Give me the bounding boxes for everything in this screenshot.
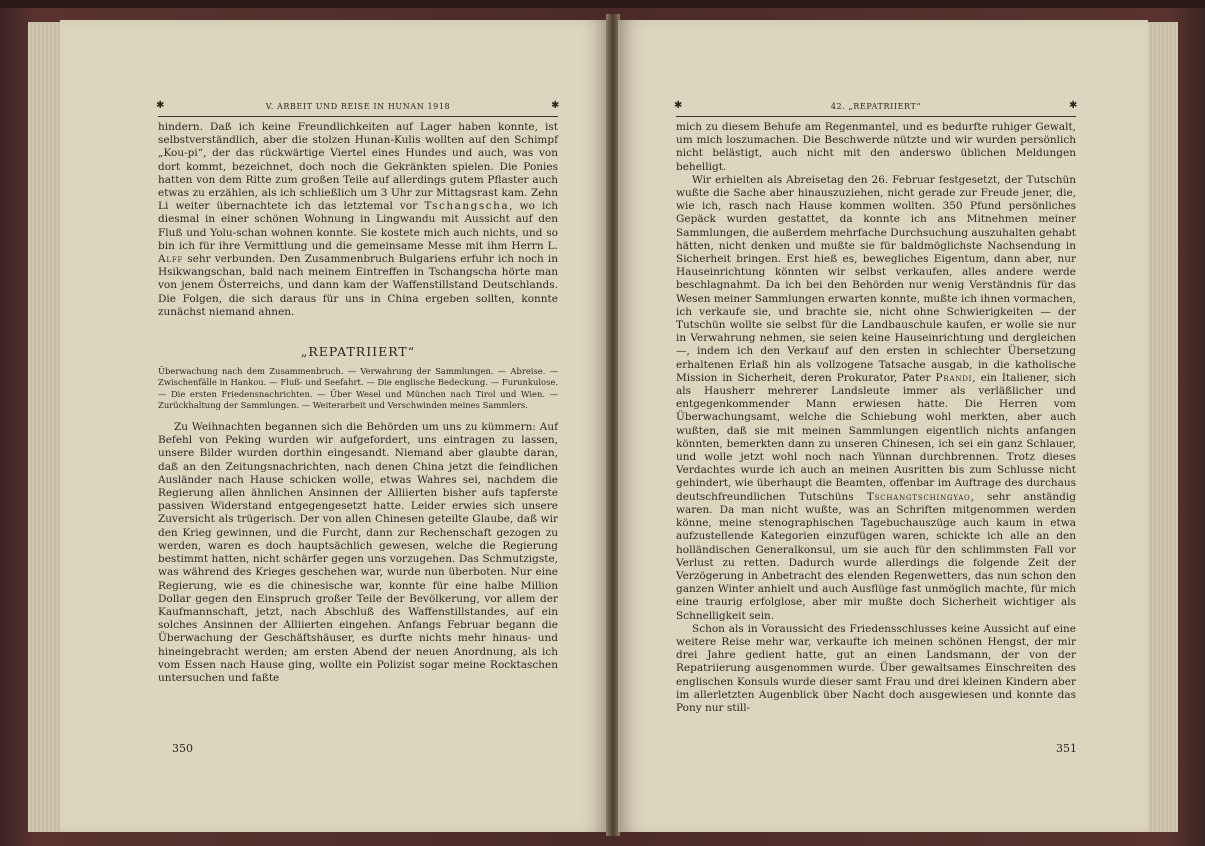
paragraph: mich zu diesem Behufe am Regenmantel, und es bedurfte ruhiger Gewalt, um mich loszumachen. Die Beschwerde nützte und wir wurden persönlich nicht belästigt, auch nicht mit den anderswo üblichen Meldungen behelligt. [676,121,1076,173]
running-head-title: V. ARBEIT UND REISE IN HUNAN 1918 [265,102,451,111]
page-number: 350 [172,742,193,755]
star-ornament-icon: ✱ [674,100,683,111]
right-body-text [676,121,1076,715]
right-running-head [676,90,1076,117]
right-page [618,20,1148,832]
person-name: Tschangtschingyao [866,490,971,503]
person-name: Prandi [935,371,973,384]
star-ornament-icon: ✱ [156,100,165,111]
star-ornament-icon: ✱ [1069,100,1078,111]
paragraph: Zu Weihnachten begannen sich die Behörden um uns zu kümmern: Auf Befehl von Peking wurden wir aufgefordert, uns eintragen zu lassen, unsere Bilder wurden dorthin eingesandt. Niemand aber glaubte daran, daß an den Zeitungsnachrichten, nach denen China jetzt die feindlichen Ausländer nach Hause schicken wolle, etwas Wahres sei, nachdem die Regierung allen ähnlichen Ansinnen der Alliierten bisher aufs tapferste passiven Widerstand entgegengesetzt hatte. Leider erwies sich unsere Zuversicht als trügerisch. Der von allen Chinesen geteilte Glaube, daß wir den Krieg gewinnen, und die Furcht, dann zur Rechenschaft gezogen zu werden, waren es doch hauptsächlich gewesen, welche die Regierung bestimmt hatten, nicht schärfer gegen uns vorzugehen. Das Schmutzigste, was während des Krieges geschehen war, wurde nun überboten. Nur eine Regierung, wie es die chinesische war, konnte für eine halbe Million Dollar gegen den Einspruch großer Teile der Bevölkerung, vor allem der Kaufmannschaft, jetzt, nach Abschluß des Waffenstillstandes, auf ein solches Ansinnen der Alliierten eingehen. Anfangs Februar begann die Überwachung der Geschäftshäuser, es durfte nichts mehr hinaus- und hineingebracht werden; am ersten Abend der neuen Anordnung, als ich vom Essen nach Hause ging, wollte ein Polizist sogar meine Rocktaschen untersuchen und faßte [158,421,558,684]
paragraph: Wir erhielten als Abreisetag den 26. Februar festgesetzt, der Tutschün wußte die Sache aber hinauszuziehen, nicht gerade zur Freude jener, die, wie ich, rasch nach Hause kommen wollten. 350 Pfund persönliches Gepäck wurden gestattet, da konnte ich ans Mitnehmen meiner Sammlungen, die außerdem mehrfache Durchsuchung auszuhalten gehabt hätten, nicht denken und mußte sie für baldmöglichste Nachsendung in Sicherheit bringen. Erst hieß es, bewegliches Eigentum, dann aber, nur Hauseinrichtung könnten wir selbst verkaufen, alles andere werde beschlagnahmt. Da ich bei den Behörden nur wenig Verständnis für das Wesen meiner Sammlungen erwarten konnte, mußte ich ihnen vormachen, ich verkaufe sie, und brachte sie, nicht ohne Schwierigkeiten — der Tutschün wollte sie selbst für die Landbauschule kaufen, er wolle sie nur in Verwahrung nehmen, sie seien keine Hauseinrichtung und dergleichen —, indem ich den Verkauf auf den ersten in schlechter Übersetzung erhaltenen Erlaß hin als vollzogene Tatsache ausgab, in die katholische Mission in Sicherheit, deren Prokurator, Pater Prandi, ein Italiener, sich als Hausherr mehrerer Landsleute immer als verläßlicher und entgegenkommender Mann erwiesen hatte. Die Herren vom Überwachungsamt, welche die Schiebung wohl merkten, aber auch wußten, daß sie mit meinen Sammlungen eigentlich nichts anfangen könnten, bemerkten dann zu unseren Chinesen, ich sei ein ganz Schlauer, und wolle jetzt wohl noch nach Yünnan durchbrennen. Trotz dieses Verdachtes wurde ich auch an meinen Ausritten bis zum Schlusse nicht gehindert, wie überhaupt die Beamten, offenbar im Auftrage des durchaus deutschfreundlichen Tutschüns Tschangtschingyao, sehr anständig waren. Da man nicht wußte, was an Schriften mitgenommen werden könne, meine stenographischen Tagebuchauszüge auch kaum in etwa aufzustellende Kategorien einzufügen waren, schickte ich alle an den holländischen Generalkonsul, um sie auch für den schlimmsten Fall vor Verlust zu retten. Dadurch wurde allerdings die folgende Zeit der Verzögerung in Anbetracht des elenden Regenwetters, das nun schon den ganzen Winter anhielt und auch Ausflüge fast unmöglich machte, für mich eine traurig erfolglose, aber mir mußte doch Sicherheit wichtiger als Schnelligkeit sein. [676,173,1077,622]
paragraph: hindern. Daß ich keine Freundlichkeiten auf Lager haben konnte, ist selbstverständlich, aber die stolzen Hunan-Kulis wollten auf den Schimpf „Kou-pi“, der das rückwärtige Viertel eines Hundes und auch, was von dort kommt, bezeichnet, doch noch die Gekränkten spielen. Die Ponies hatten von dem Ritte zum großen Teile auf allerdings gutem Pflaster auch etwas zu erzählen, als ich schließlich um 3 Uhr zur Mittagsrast kam. Zehn Li weiter übernachtete ich das letztemal vor Tschangscha, wo ich diesmal in einer schönen Wohnung in Lingwandu mit Aussicht auf den Fluß und Yolu-schan wohnen konnte. Sie kostete mich auch nichts, und so bin ich für ihre Vermittlung und die gemeinsame Messe mit ihm Herrn L. Alff sehr verbunden. Den Zusammenbruch Bulgariens erfuhr ich noch in Hsikwangschan, bald nach meinem Eintreffen in Tschangscha hörte man von jenem Österreichs, und dann kam der Waffenstillstand Deutschlands. Die Folgen, die sich daraus für uns in China ergeben sollten, konnte zunächst niemand ahnen. [158,121,559,318]
chapter-summary: Überwachung nach dem Zusammenbruch. — Verwahrung der Sammlungen. — Abreise. — Zwischenfälle in Hankou. — Fluß- und Seefahrt. — Die englische Bedeckung. — Furunkulose. — Die ersten Friedensnachrichten. — Über Wesel und München nach Tirol und Wien. — Zurückhaltung der Sammlungen. — Weiterarbeit und Verschwinden meines Sammlers. [158,366,558,410]
left-running-head [158,90,558,117]
left-body-text [158,121,558,685]
left-page [60,20,608,832]
running-head-title: 42. „REPATRIIERT“ [830,102,922,111]
chapter-title: „REPATRIIERT“ [300,344,416,360]
paragraph: Schon als in Voraussicht des Friedensschlusses keine Aussicht auf eine weitere Reise mehr war, verkaufte ich meinen schönen Hengst, der mir drei Jahre gedient hatte, gut an einen Landsmann, der von der Repatriierung ausgenommen wurde. Über gewaltsames Einschreiten des englischen Konsuls wurde dieser samt Frau und drei kleinen Kindern aber im allerletzten Augenblick über Nacht doch ausgewiesen und konnte das Pony nur still- [676,622,1076,714]
star-ornament-icon: ✱ [551,100,560,111]
page-number: 351 [1056,742,1077,755]
place-name: Tschangscha [424,200,510,213]
person-name: Alff [158,253,184,266]
